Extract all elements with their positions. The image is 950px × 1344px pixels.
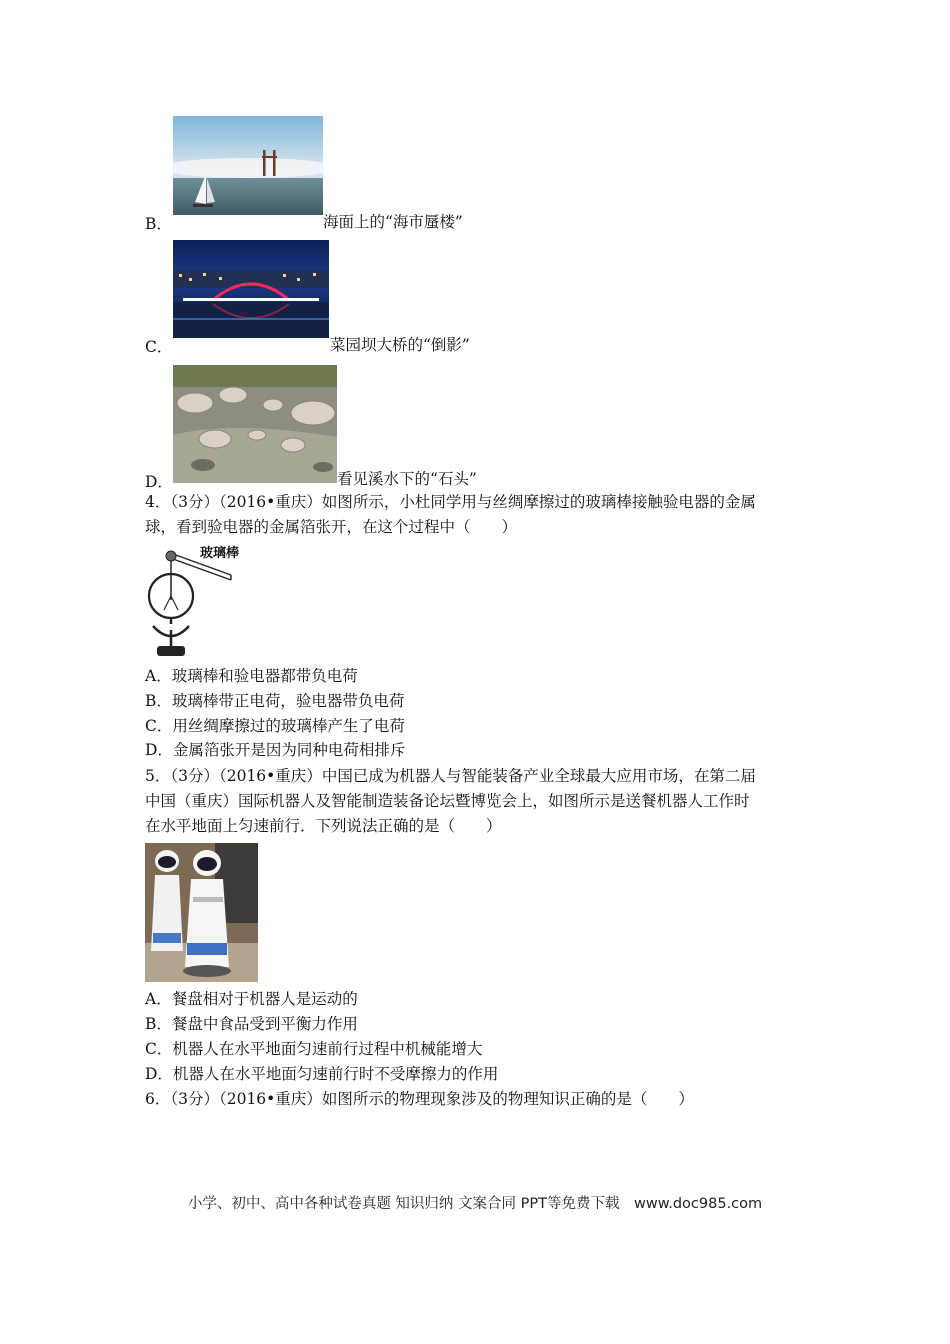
option-caption-c: 菜园坝大桥的“倒影” (330, 336, 470, 354)
question-4-option-b: B．玻璃棒带正电荷，验电器带负电荷 (145, 692, 405, 710)
stream-stones-photo (173, 365, 337, 483)
night-bridge-reflection-photo (173, 240, 329, 338)
question-4-option-a: A．玻璃棒和验电器都带负电荷 (145, 667, 358, 685)
question-5-option-c: C．机器人在水平地面匀速前行过程中机械能增大 (145, 1040, 483, 1058)
question-5-text-line-2: 中国（重庆）国际机器人及智能制造装备论坛暨博览会上，如图所示是送餐机器人工作时 (145, 792, 750, 810)
question-5-option-b: B．餐盘中食品受到平衡力作用 (145, 1015, 358, 1033)
question-5-text-line-1: 5．（3分）（2016•重庆）中国已成为机器人与智能装备产业全球最大应用市场，在第二届 (145, 767, 756, 785)
question-5-option-a: A．餐盘相对于机器人是运动的 (145, 990, 358, 1008)
question-6-text-line-1: 6．（3分）（2016•重庆）如图所示的物理现象涉及的物理知识正确的是（ ） (145, 1090, 694, 1108)
question-4-text-line-2: 球，看到验电器的金属箔张开，在这个过程中（ ） (145, 518, 518, 536)
question-5-text-line-3: 在水平地面上匀速前行．下列说法正确的是（ ） (145, 817, 502, 835)
delivery-robot-photo (145, 843, 258, 982)
option-caption-d: 看见溪水下的“石头” (337, 470, 477, 488)
option-letter-b: B． (145, 215, 172, 233)
page-footer: 小学、初中、高中各种试卷真题 知识归纳 文案合同 PPT等免费下载 www.doc985.com (187, 1196, 763, 1212)
question-4-option-d: D．金属箔张开是因为同种电荷相排斥 (145, 741, 406, 759)
option-letter-c: C． (145, 338, 173, 356)
sea-mirage-sailboat-photo (173, 116, 323, 215)
electroscope-figure (143, 542, 255, 660)
glass-rod-label: 玻璃棒 (200, 546, 240, 561)
option-caption-b: 海面上的“海市蜃楼” (323, 213, 463, 231)
question-4-text-line-1: 4．（3分）（2016•重庆）如图所示，小杜同学用与丝绸摩擦过的玻璃棒接触验电器的金属 (145, 493, 756, 511)
question-4-option-c: C．用丝绸摩擦过的玻璃棒产生了电荷 (145, 717, 405, 735)
question-5-option-d: D．机器人在水平地面匀速前行时不受摩擦力的作用 (145, 1065, 499, 1083)
option-letter-d: D． (145, 473, 173, 491)
